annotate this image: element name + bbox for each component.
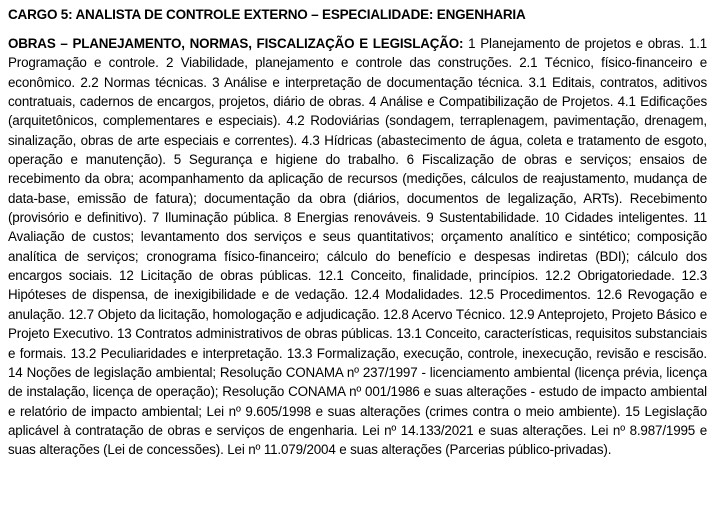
- syllabus-paragraph: [8, 34, 707, 460]
- section-heading: OBRAS – PLANEJAMENTO, NORMAS, FISCALIZAÇÃO E LEGISLAÇÃO:: [8, 36, 464, 51]
- section-body: 1 Planejamento de projetos e obras. 1.1 Programação e controle. 2 Viabilidade, planejamento e controle das construções. 2.1 Técnico, físico-financeiro e econômico. 2.2 Normas técnicas. 3 Análise e interpretação de documentação técnica. 3.1 Editais, contratos, aditivos contratuais, cadernos de encargos, projetos, diário de obras. 4 Análise e Compatibilização de Projetos. 4.1 Edificações (arquitetônicos, complementares e especiais). 4.2 Rodoviárias (sondagem, terraplenagem, pavimentação, drenagem, sinalização, obras de arte especiais e correntes). 4.3 Hídricas (abastecimento de água, coleta e tratamento de esgoto, operação e manutenção). 5 Segurança e higiene do trabalho. 6 Fiscalização de obras e serviços; ensaios de recebimento da obra; acompanhamento da aplicação de recursos (medições, cálculos de reajustamento, mudança de data-base, emissão de fatura); documentação da obra (diários, documentos de legalização, ARTs). Recebimento (provisório e definitivo). 7 Iluminação pública. 8 Energias renováveis. 9 Sustentabilidade. 10 Cidades inteligentes. 11 Avaliação de custos; levantamento dos serviços e seus quantitativos; orçamento analítico e sintético; composição analítica de serviços; cronograma físico-financeiro; cálculo do benefício e despesas indiretas (BDI); cálculo dos encargos sociais. 12 Licitação de obras públicas. 12.1 Conceito, finalidade, princípios. 12.2 Obrigatoriedade. 12.3 Hipóteses de dispensa, de inexigibilidade e de vedação. 12.4 Modalidades. 12.5 Procedimentos. 12.6 Revogação e anulação. 12.7 Objeto da licitação, homologação e adjudicação. 12.8 Acervo Técnico. 12.9 Anteprojeto, Projeto Básico e Projeto Executivo. 13 Contratos administrativos de obras públicas. 13.1 Conceito, características, requisitos substanciais e formais. 13.2 Peculiaridades e interpretação. 13.3 Formalização, execução, controle, inexecução, revisão e rescisão. 14 Noções de legislação ambiental; Resolução CONAMA nº 237/1997 - licenciamento ambiental (licença prévia, licença de instalação, licença de operação); Resolução CONAMA nº 001/1986 e suas alterações - estudo de impacto ambiental e relatório de impacto ambiental; Lei nº 9.605/1998 e suas alterações (crimes contra o meio ambiente). 15 Legislação aplicável à contratação de obras e serviços de engenharia. Lei nº 14.133/2021 e suas alterações. Lei nº 8.987/1995 e suas alterações (Lei de concessões). Lei nº 11.079/2004 e suas alterações (Parcerias público-privadas).: [8, 36, 707, 458]
- page-title: CARGO 5: ANALISTA DE CONTROLE EXTERNO – ESPECIALIDADE: ENGENHARIA: [8, 7, 526, 22]
